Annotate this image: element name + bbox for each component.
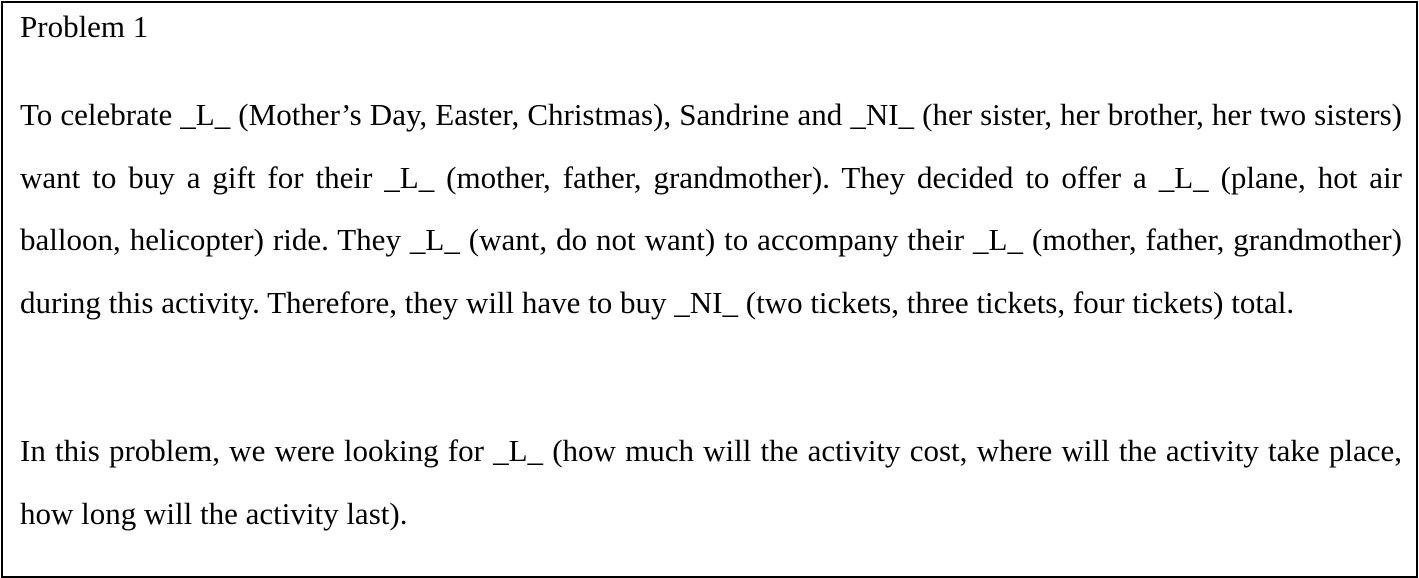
problem-paragraph-question: In this problem, we were looking for _L_ (how much will the activity cost, where will the activity take place, how long will the activity last).: [20, 433, 1402, 531]
problem-paragraph-story: To celebrate _L_ (Mother’s Day, Easter, Christmas), Sandrine and _NI_ (her sister, her brother, her two sisters) want to buy a gift for their _L_ (mother, father, grandmother). They decided to offer a _L_ (plane, hot air balloon, helicopter) ride. They _L_ (want, do not want) to accompany their _L_ (mother, father, grandmother) during this activity. Therefore, they will have to buy _NI_ (two tickets, three tickets, four tickets) total.: [20, 97, 1402, 320]
problem-box: [1, 1, 1418, 578]
problem-title: Problem 1: [20, 9, 149, 44]
